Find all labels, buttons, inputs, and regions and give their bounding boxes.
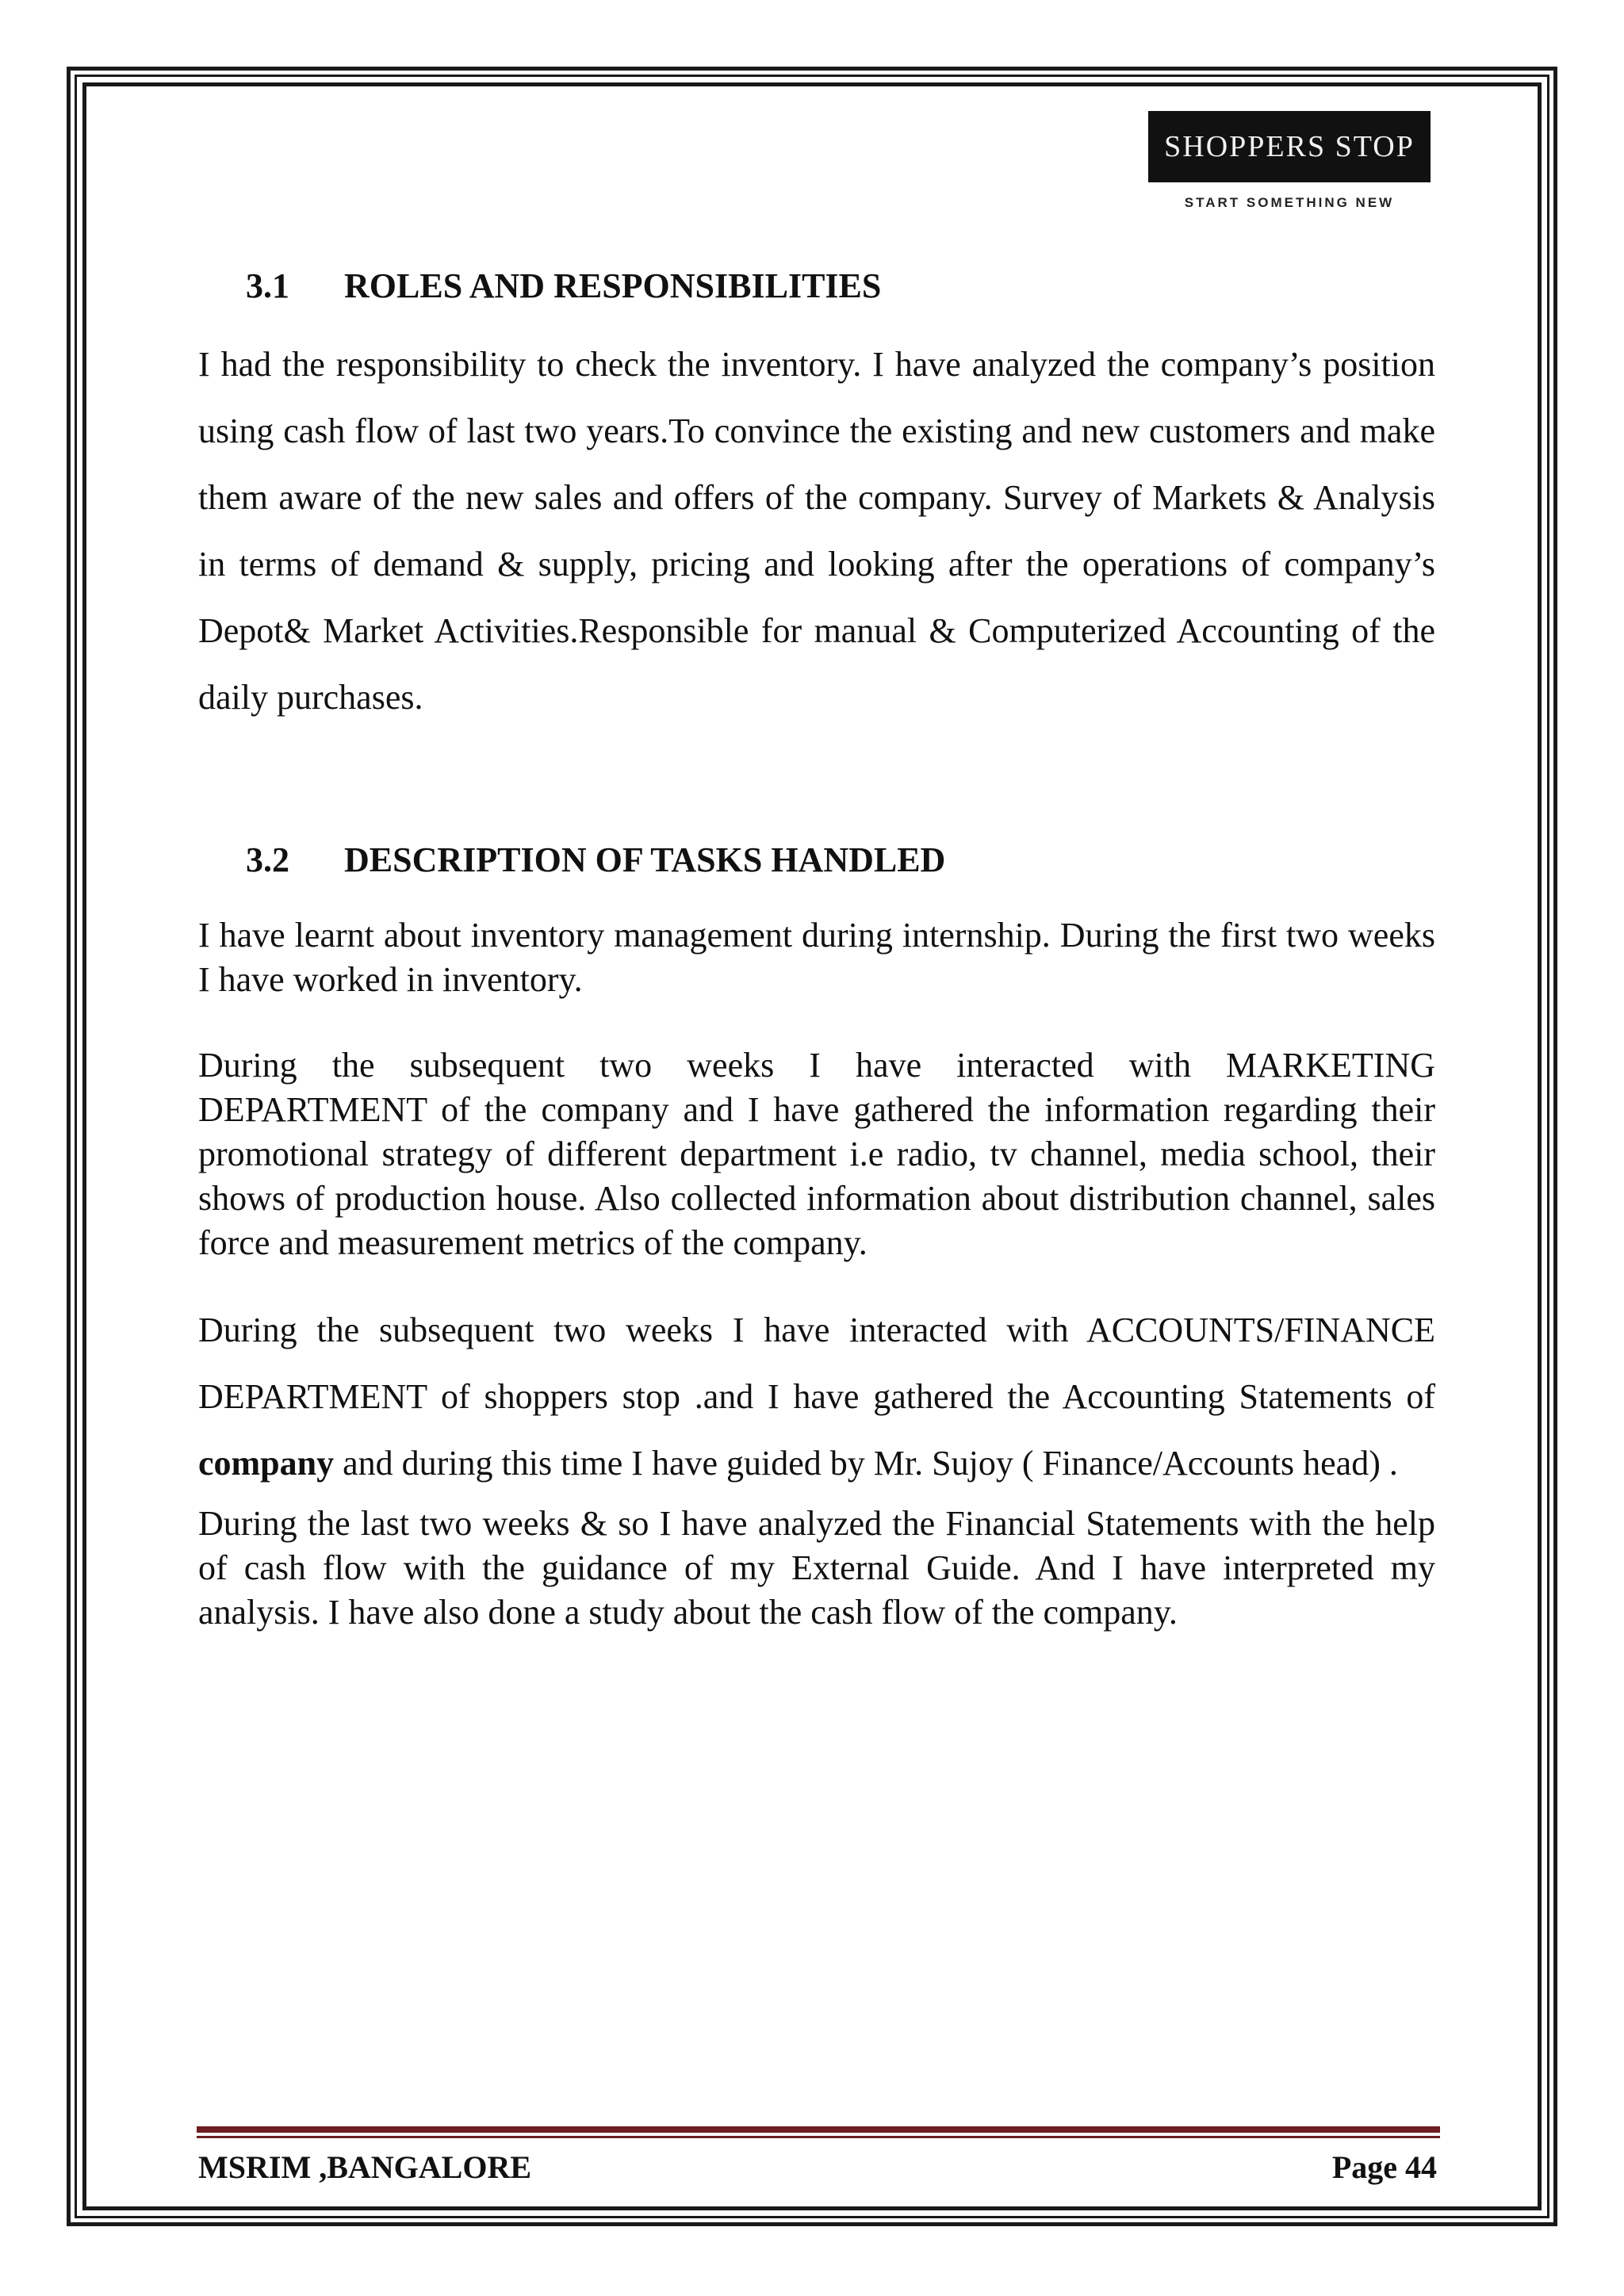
section-title: DESCRIPTION OF TASKS HANDLED: [344, 840, 946, 879]
tasks-paragraph-3-text-end: and during this time I have guided by Mr. Sujoy ( Finance/Accounts head) .: [334, 1444, 1398, 1483]
section-number: 3.1: [246, 266, 289, 305]
shoppers-stop-logo: [1148, 111, 1431, 219]
section-heading-3-2: [246, 828, 1435, 891]
tasks-paragraph-3: [198, 1297, 1435, 1497]
logo-brand: SHOPPERS STOP: [1148, 111, 1431, 182]
tasks-paragraph-2: During the subsequent two weeks I have interacted with MARKETING DEPARTMENT of the company and I have gathered the information regarding their promotional strategy of different department i.e radio, tv channel, media school, their shows of production house. Also collected information about distribution channel, sales force and measurement metrics of the company.: [198, 1046, 1435, 1262]
footer-rule-thin: [197, 2136, 1440, 2138]
document-body: [198, 254, 1435, 1635]
footer-page-number: Page 44: [1331, 2149, 1437, 2185]
section-title: ROLES AND RESPONSIBILITIES: [344, 266, 882, 305]
section-number: 3.2: [246, 840, 289, 879]
tasks-paragraph-4: During the last two weeks & so I have analyzed the Financial Statements with the help of cash flow with the guidance of my External Guide. And I have interpreted my analysis. I have also done a study about the cash flow of the company.: [198, 1504, 1435, 1632]
logo-tagline: START SOMETHING NEW: [1184, 195, 1395, 210]
section-heading-3-1: [246, 254, 1435, 317]
tasks-paragraph-3-bold: company: [198, 1444, 335, 1483]
roles-paragraph: I had the responsibility to check the inventory. I have analyzed the company’s position using cash flow of last two years.To convince the existing and new customers and make them aware of the new sales and offers of the company. Survey of Markets & Analysis in terms of demand & supply, pricing and looking after the operations of company’s Depot& Market Activities.Responsible for manual & Computerized Accounting of the daily purchases.: [198, 345, 1435, 717]
tasks-paragraph-3-text: During the subsequent two weeks I have interacted with ACCOUNTS/FINANCE DEPARTMENT of shoppers stop .and I have gathered the Accounting Statements of: [198, 1311, 1435, 1416]
footer-institution: MSRIM ,BANGALORE: [198, 2149, 532, 2185]
footer-rule-thick: [197, 2126, 1440, 2133]
tasks-paragraph-1: I have learnt about inventory management during internship. During the first two weeks I have worked in inventory.: [198, 916, 1435, 999]
